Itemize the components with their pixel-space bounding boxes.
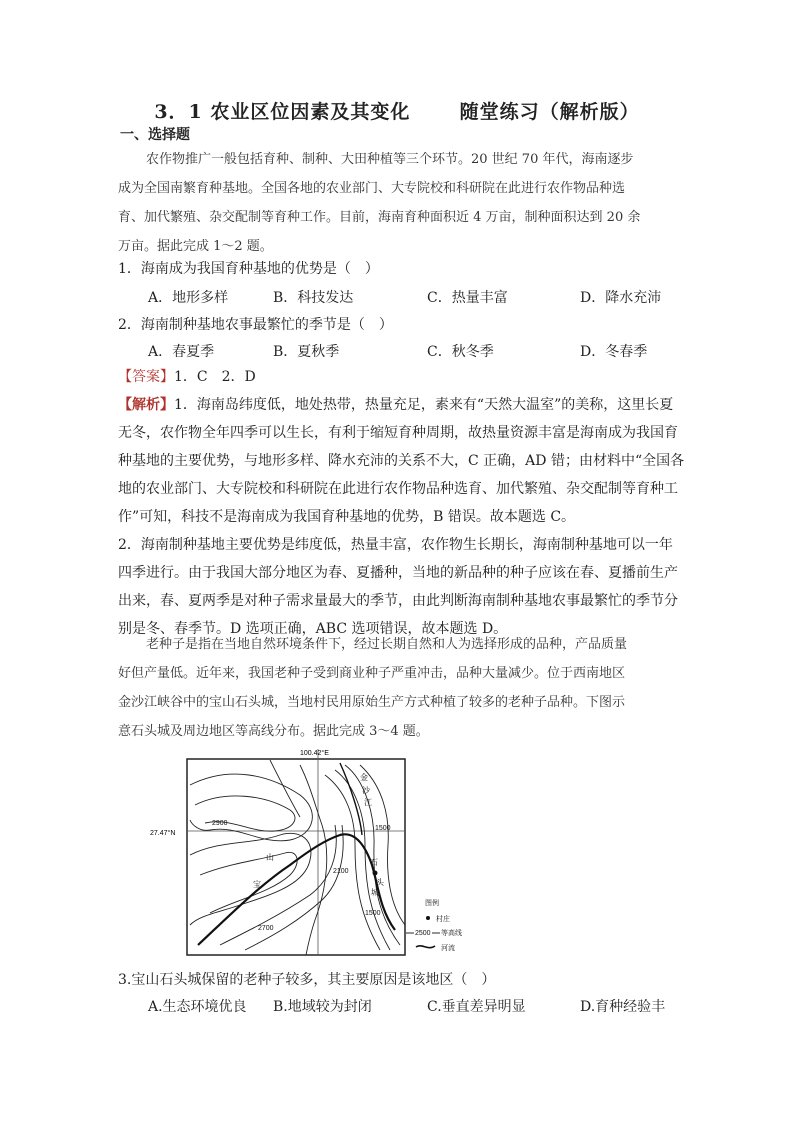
analysis-line: 地的农业部门、大专院校和科研院在此进行农作物品种选育、加代繁殖、杂交配制等育种工 xyxy=(118,481,678,497)
place-char: 山 xyxy=(266,853,274,862)
legend-river: 河流 xyxy=(441,945,455,952)
legend-title: 图例 xyxy=(425,900,439,907)
tributary-path xyxy=(340,763,362,835)
analysis-line: 四季进行。由于我国大部分地区为春、夏播种，当地的新品种的种子应该在春、夏播前生产 xyxy=(118,565,678,581)
longitude-label: 100.42°E xyxy=(300,750,329,757)
analysis-line: 无冬，农作物全年四季可以生长，有利于缩短育种周期，故热量资源丰富是海南成为我国育 xyxy=(118,425,678,441)
legend-river-icon xyxy=(416,946,435,948)
question-2-stem: 2．海南制种基地农事最繁忙的季节是（ ） xyxy=(118,317,393,333)
place-char: 宝 xyxy=(253,880,261,889)
analysis-line: 作”可知，科技不是海南成为我国育种基地的优势，B 错误。故本题选 C。 xyxy=(118,509,576,525)
question-3-stem: 3.宝山石头城保留的老种子较多，其主要原因是该地区（ ） xyxy=(118,972,496,988)
answer-label: 【答案】 xyxy=(118,369,174,385)
legend-contour: 等高线 xyxy=(441,930,462,937)
passage-2-line: 意石头城及周边地区等高线分布。据此完成 3～4 题。 xyxy=(118,724,429,739)
analysis-line xyxy=(118,391,688,419)
contour-label: 2700 xyxy=(258,925,274,932)
analysis-line: 种基地的主要优势，与地形多样、降水充沛的关系不大，C 正确，AD 错；由材料中“全国各 xyxy=(118,453,685,469)
passage-1-line: 育、加代繁殖、杂交配制等育种工作。目前，海南育种面积近 4 万亩，制种面积达到 20 余 xyxy=(118,210,641,225)
q2-option-b[interactable]: B．夏秋季 xyxy=(273,344,340,360)
legend-village: 村庄 xyxy=(436,916,450,923)
analysis-line: 出来，春、夏两季是对种子需求量最大的季节，由此判断海南制种基地农事最繁忙的季节分 xyxy=(118,593,678,609)
q1-option-d[interactable]: D．降水充沛 xyxy=(580,290,662,306)
q3-option-b[interactable]: B.地域较为封闭 xyxy=(273,999,372,1015)
document-title xyxy=(0,97,794,124)
answer-block xyxy=(118,363,688,643)
q3-option-c[interactable]: C.垂直差异明显 xyxy=(427,999,526,1015)
title-main: 3．1 农业区位因素及其变化 xyxy=(154,101,411,123)
contour-label: 1500 xyxy=(365,910,381,917)
q3-option-a[interactable]: A.生态环境优良 xyxy=(148,999,247,1015)
q1-option-c[interactable]: C．热量丰富 xyxy=(427,290,508,306)
answer-line xyxy=(118,363,688,391)
q1-option-a[interactable]: A．地形多样 xyxy=(148,290,229,306)
map-legend xyxy=(406,898,462,952)
answer-text: 1．C 2．D xyxy=(174,369,256,385)
place-char: 江 xyxy=(364,798,372,807)
passage-1-line: 万亩。据此完成 1～2 题。 xyxy=(118,239,273,254)
place-char: 金 xyxy=(360,773,368,782)
place-char: 城 xyxy=(371,888,379,897)
analysis-line-text: 1．海南岛纬度低，地处热带，热量充足，素来有“天然大温室”的美称，这里长夏 xyxy=(174,397,674,413)
contour-map xyxy=(150,745,480,965)
q2-option-a[interactable]: A．春夏季 xyxy=(148,344,215,360)
passage-2 xyxy=(118,630,678,746)
contour-label: 2900 xyxy=(212,820,228,827)
contour-label: 2100 xyxy=(333,868,349,875)
place-char: 石 xyxy=(370,858,378,867)
q2-option-d[interactable]: D．冬春季 xyxy=(580,344,648,360)
passage-1 xyxy=(118,145,678,261)
village-marker xyxy=(373,871,378,876)
passage-2-line: 老种子是指在当地自然环境条件下，经过长期自然和人为选择形成的品种，产品质量 xyxy=(146,637,628,652)
latitude-label: 27.47°N xyxy=(150,830,176,837)
passage-1-line: 农作物推广一般包括育种、制种、大田种植等三个环节。20 世纪 70 年代，海南逐步 xyxy=(146,152,634,167)
analysis-line: 2．海南制种基地主要优势是纬度低，热量丰富，农作物生长期长，海南制种基地可以一年 xyxy=(118,537,673,553)
river-path xyxy=(198,834,395,945)
place-char: 头 xyxy=(376,878,384,887)
section-heading: 一、选择题 xyxy=(120,127,190,143)
legend-contour-value: 2500 xyxy=(415,930,431,937)
contour-label: 1500 xyxy=(375,825,391,832)
passage-2-line: 金沙江峡谷中的宝山石头城，当地村民用原始生产方式种植了较多的老种子品种。下图示 xyxy=(118,695,626,710)
place-char: 沙 xyxy=(362,786,370,795)
q2-option-c[interactable]: C．秋冬季 xyxy=(427,344,494,360)
question-1-stem: 1．海南成为我国育种基地的优势是（ ） xyxy=(118,261,379,277)
title-sub: 随堂练习（解析版） xyxy=(459,101,640,123)
passage-1-line: 成为全国南繁育种基地。全国各地的农业部门、大专院校和科研院在此进行农作物品种选 xyxy=(118,181,626,196)
analysis-line: 别是冬、春季节。D 选项正确，ABC 选项错误，故本题选 D。 xyxy=(118,621,508,637)
passage-2-line: 好但产量低。近年来，我国老种子受到商业种子严重冲击，品种大量减少。位于西南地区 xyxy=(118,666,626,681)
legend-village-icon xyxy=(426,916,430,920)
q1-option-b[interactable]: B．科技发达 xyxy=(273,290,354,306)
analysis-label: 【解析】 xyxy=(118,397,174,413)
q3-option-d[interactable]: D.育种经验丰 xyxy=(580,999,666,1015)
